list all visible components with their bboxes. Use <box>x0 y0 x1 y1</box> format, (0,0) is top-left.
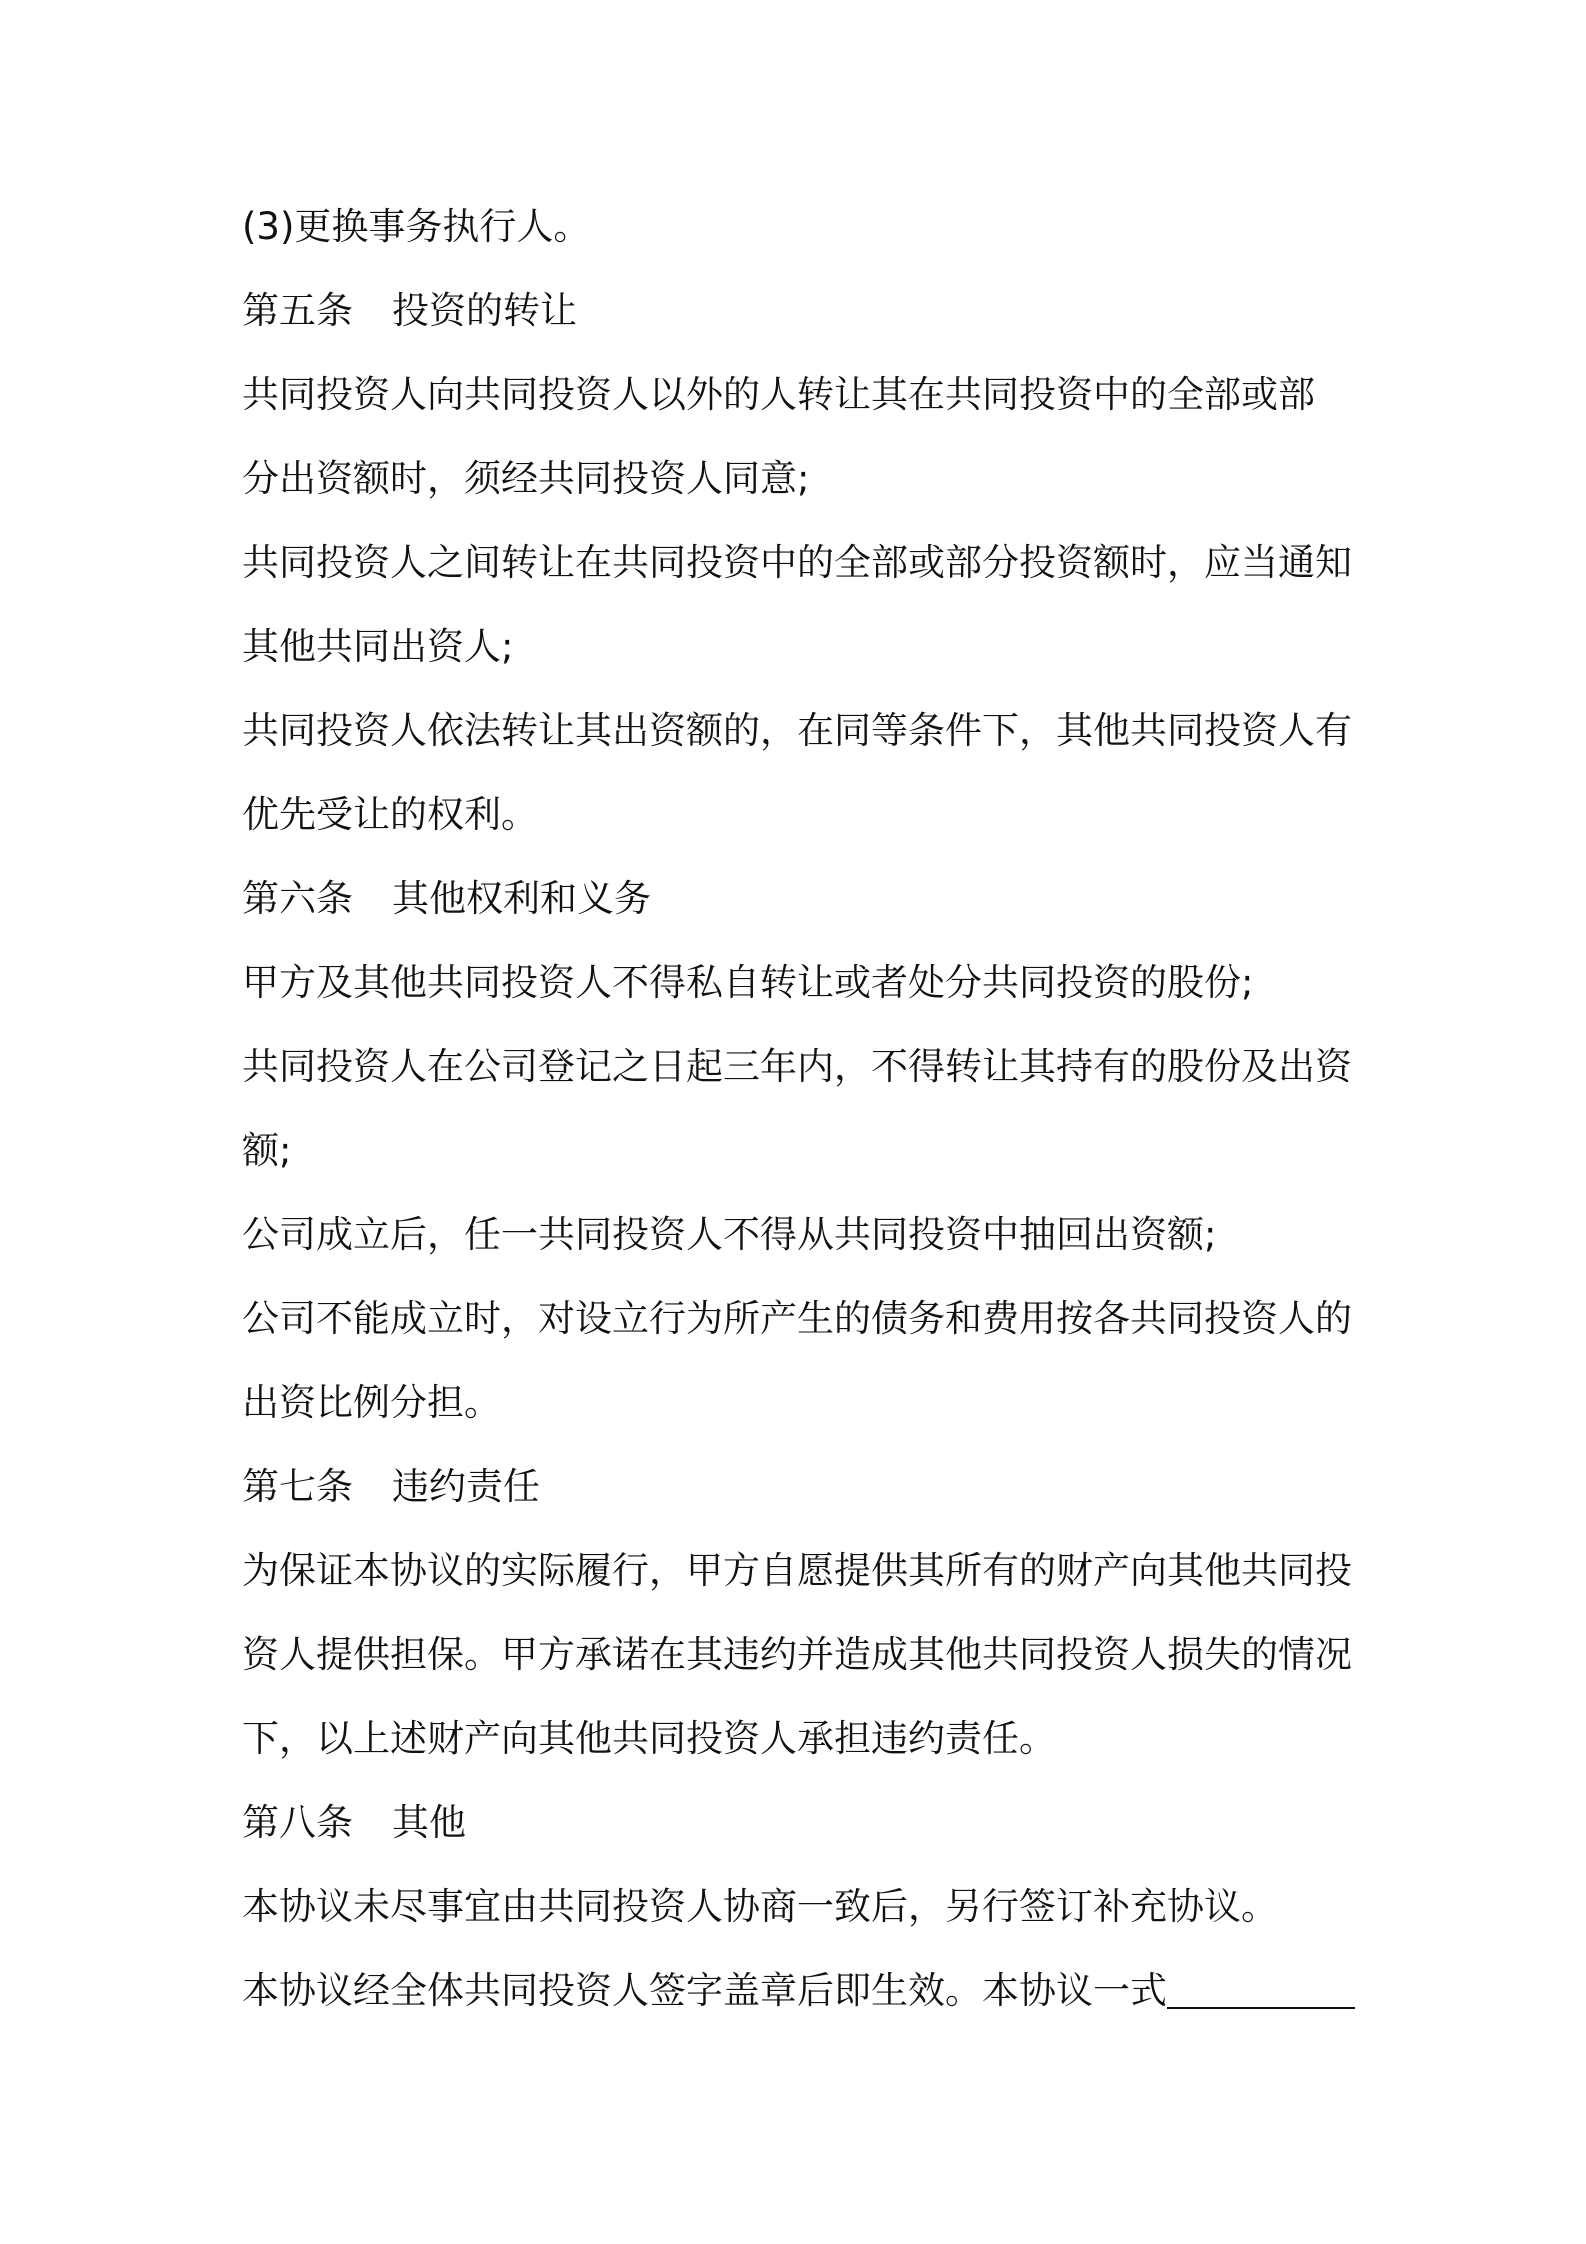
paragraph-line: 为保证本协议的实际履行，甲方自愿提供其所有的财产向其他共同投 <box>242 1549 1352 1592</box>
article-title: 投资的转让 <box>392 289 577 332</box>
paragraph-line: 优先受让的权利。 <box>242 793 538 836</box>
fill-in-blank <box>1167 1967 1355 2009</box>
paragraph-text: 本协议经全体共同投资人签字盖章后即生效。本协议一式 <box>242 1969 1167 2012</box>
article-number: 第六条 <box>242 877 353 920</box>
article-number: 第五条 <box>242 289 353 332</box>
paragraph-line: (3)更换事务执行人。 <box>242 205 591 248</box>
article-number: 第七条 <box>242 1465 353 1508</box>
paragraph-line: 公司不能成立时，对设立行为所产生的债务和费用按各共同投资人的 <box>242 1297 1352 1340</box>
paragraph-line: 本协议未尽事宜由共同投资人协商一致后，另行签订补充协议。 <box>242 1885 1278 1928</box>
paragraph-line: 出资比例分担。 <box>242 1381 501 1424</box>
paragraph-line-with-blank <box>242 1966 1358 2050</box>
article-title: 其他权利和义务 <box>392 877 651 920</box>
article-title: 其他 <box>392 1801 466 1844</box>
paragraph-line: 共同投资人在公司登记之日起三年内，不得转让其持有的股份及出资 <box>242 1045 1352 1088</box>
paragraph-line: 共同投资人向共同投资人以外的人转让其在共同投资中的全部或部 <box>242 373 1315 416</box>
paragraph-line: 分出资额时，须经共同投资人同意; <box>242 457 810 500</box>
paragraph-line: 甲方及其他共同投资人不得私自转让或者处分共同投资的股份; <box>242 961 1254 1004</box>
article-heading-5 <box>242 286 1358 370</box>
article-heading-6 <box>242 874 1358 958</box>
paragraph-line: 其他共同出资人; <box>242 625 514 668</box>
paragraph-line: 共同投资人之间转让在共同投资中的全部或部分投资额时，应当通知 <box>242 541 1352 584</box>
paragraph-line: 额; <box>242 1129 292 1172</box>
document-page <box>242 202 1358 2050</box>
paragraph-line: 共同投资人依法转让其出资额的，在同等条件下，其他共同投资人有 <box>242 709 1352 752</box>
article-number: 第八条 <box>242 1801 353 1844</box>
article-title: 违约责任 <box>392 1465 540 1508</box>
paragraph-line: 公司成立后，任一共同投资人不得从共同投资中抽回出资额; <box>242 1213 1217 1256</box>
article-heading-7 <box>242 1462 1358 1546</box>
paragraph-line: 资人提供担保。甲方承诺在其违约并造成其他共同投资人损失的情况 <box>242 1633 1352 1676</box>
paragraph-line: 下，以上述财产向其他共同投资人承担违约责任。 <box>242 1717 1056 1760</box>
article-heading-8 <box>242 1798 1358 1882</box>
